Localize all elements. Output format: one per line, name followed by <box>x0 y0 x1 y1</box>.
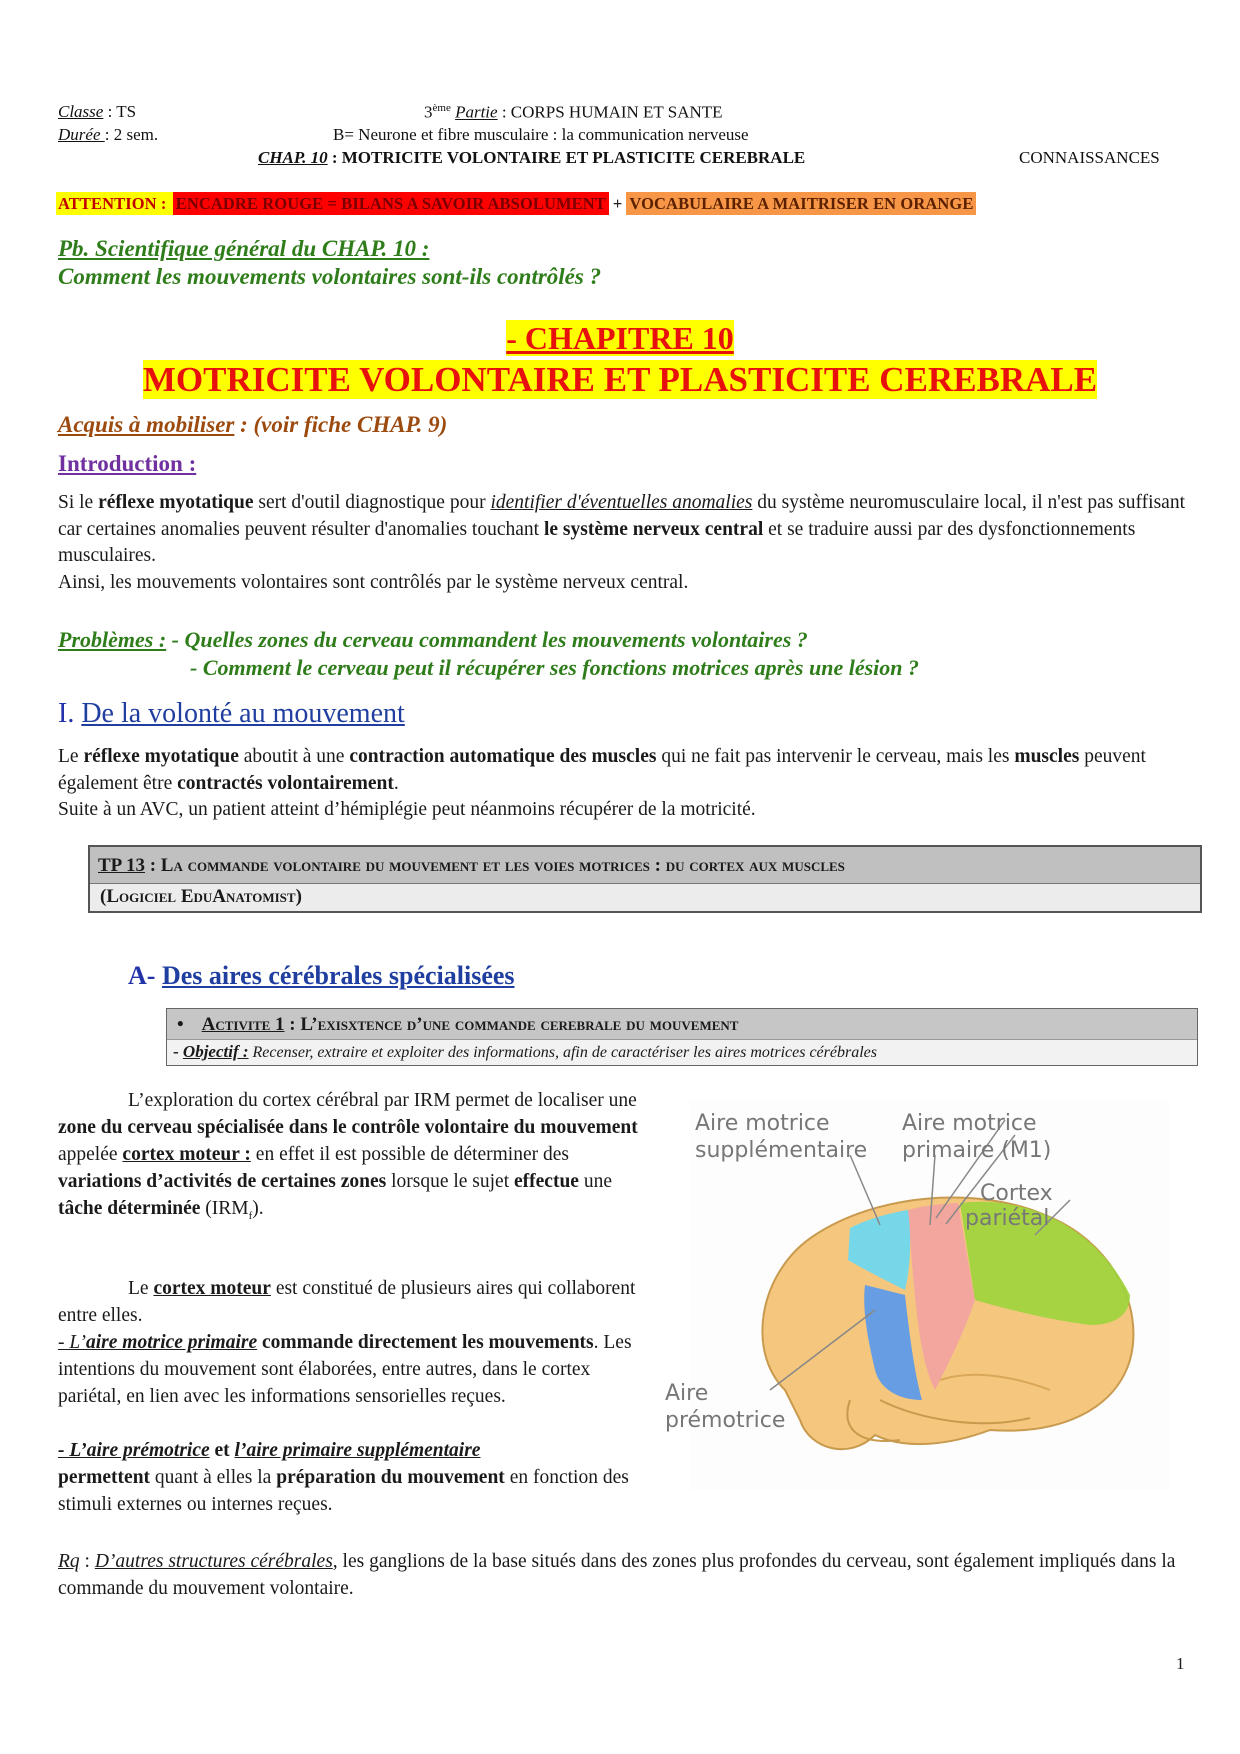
label-premotor-2: prémotrice <box>665 1408 786 1433</box>
label-premotor-1: Aire <box>665 1381 709 1406</box>
problemes-label: Problèmes : <box>58 627 167 652</box>
chapter-line2: MOTRICITE VOLONTAIRE ET PLASTICITE CEREBRALE <box>142 360 1098 399</box>
tp-title: : La commande volontaire du mouvement et les voies motrices : du cortex aux muscles <box>144 855 845 876</box>
rq-label: Rq <box>58 1551 80 1572</box>
tp-logiciel: (Logiciel EduAnatomist) <box>100 886 302 907</box>
tp-title-row <box>90 847 1200 884</box>
header-classe <box>58 102 136 122</box>
section-a-title: Des aires cérébrales spécialisées <box>161 961 515 990</box>
pb-title: Pb. Scientifique général du CHAP. 10 : <box>58 236 430 261</box>
tp-logiciel-row <box>90 884 1200 911</box>
duree-label: Durée <box>58 125 105 144</box>
label-parietal-1: Cortex <box>980 1181 1053 1206</box>
chapter-line1: - CHAPITRE 10 <box>506 320 734 356</box>
activite-objectif-row: - Objectif : Recenser, extraire et exploiter des informations, afin de caractériser les aires motrices cérébrales <box>167 1039 1197 1065</box>
chap-ref: CHAP. 10 <box>258 148 328 167</box>
chap-title: : MOTRICITE VOLONTAIRE ET PLASTICITE CEREBRALE <box>327 148 806 167</box>
header-subtitle: B= Neurone et fibre musculaire : la communication nerveuse <box>333 125 749 144</box>
attention-banner <box>56 194 976 214</box>
intro-paragraph: Si le réflexe myotatique sert d'outil diagnostique pour identifier d'éventuelles anomalies du système neuromusculaire local, il n'est pas suffisant car certaines anomalies peuvent résulter d'anomalies touchant le système nerveux central et se traduire aussi par des dysfonctionnements musculaires. <box>58 492 1185 566</box>
problemes-q2: - Comment le cerveau peut il récupérer ses fonctions motrices après une lésion ? <box>190 655 920 680</box>
activite-title: : L’exisxtence d’une commande cerebrale du mouvement <box>284 1014 739 1035</box>
tp-box <box>88 845 1202 913</box>
attention-label: ATTENTION : <box>58 194 171 213</box>
activite-title-row <box>167 1009 1197 1039</box>
attention-plus: + <box>612 194 623 213</box>
duree-value: : 2 sem. <box>104 125 159 144</box>
page-number: 1 <box>1176 1654 1185 1673</box>
partie-num: 3 <box>424 102 433 122</box>
label-sma-2: supplémentaire <box>695 1138 868 1163</box>
section-1-paragraph-2: Suite à un AVC, un patient atteint d’hémiplégie peut néanmoins récupérer de la motricité. <box>58 799 756 820</box>
classe-value: : TS <box>103 102 137 121</box>
section-1-heading <box>58 698 405 730</box>
rq-paragraph: Rq : D’autres structures cérébrales, les ganglions de la base situés dans des zones plus profondes du cerveau, sont également impliqués dans la commande du mouvement volontaire. <box>58 1551 1176 1599</box>
tp-label: TP 13 <box>98 855 145 876</box>
acquis-label: Acquis à mobiliser <box>58 412 235 437</box>
body-paragraph-4: - L’aire prémotrice et l’aire primaire supplémentaire permettent quant à elles la préparation du mouvement en fonction des stimuli externes ou internes reçues. <box>58 1440 629 1515</box>
section-a-num: A- <box>128 961 162 990</box>
partie-label: Partie <box>455 102 498 122</box>
pb-question: Comment les mouvements volontaires sont-ils contrôlés ? <box>58 264 602 289</box>
partie-value: : CORPS HUMAIN ET SANTE <box>497 102 723 122</box>
classe-label: Classe <box>58 102 104 121</box>
section-1-title: De la volonté au mouvement <box>81 698 405 729</box>
intro-paragraph-2: Ainsi, les mouvements volontaires sont contrôlés par le système nerveux central. <box>58 572 689 593</box>
attention-orange: VOCABULAIRE A MAITRISER EN ORANGE <box>626 192 976 215</box>
label-parietal-2: pariétal <box>965 1206 1050 1231</box>
body-paragraph-1: L’exploration du cortex cérébral par IRM permet de localiser une zone du cerveau spécialisée dans le contrôle volontaire du mouvement appelée cortex moteur : en effet il est possible de déterminer des variations d’activités de certaines zones lorsque le sujet effectue une tâche déterminée $(IRM_f)$. <box>58 1090 638 1222</box>
partie-sup: ème <box>432 102 451 114</box>
label-m1-1: Aire motrice <box>902 1111 1037 1136</box>
label-sma-1: Aire motrice <box>695 1111 830 1136</box>
attention-red: ENCADRE ROUGE = BILANS A SAVOIR ABSOLUMENT <box>173 192 609 215</box>
body-paragraph-2: Le cortex moteur est constitué de plusieurs aires qui collaborent entre elles. <box>58 1278 636 1326</box>
intro-title: Introduction : <box>58 451 197 476</box>
bullet-icon: • <box>177 1014 184 1035</box>
header-partie <box>424 102 723 123</box>
header-duree <box>58 125 158 145</box>
section-1-paragraph: Le réflexe myotatique aboutit à une contraction automatique des muscles qui ne fait pas intervenir le cerveau, mais les muscles peuvent également être contractés volontairement. <box>58 746 1146 794</box>
objectif-label: Objectif : <box>182 1042 249 1061</box>
acquis <box>58 412 447 438</box>
section-1-num: I. <box>58 698 82 729</box>
activite-box <box>166 1008 1198 1066</box>
header-connaissances: CONNAISSANCES <box>1019 148 1160 167</box>
body-paragraph-3: - L’aire motrice primaire commande directement les mouvements. Les intentions du mouvement sont élaborées, entre autres, dans le cortex pariétal, en lien avec les informations sensorielles reçues. <box>58 1332 632 1407</box>
brain-figure <box>665 1100 1170 1490</box>
objectif-text: Recenser, extraire et exploiter des informations, afin de caractériser les aires motrices cérébrales <box>248 1044 877 1061</box>
header-chap <box>258 148 805 168</box>
acquis-text: : (voir fiche CHAP. 9) <box>234 412 448 437</box>
problemes-q1: Problèmes : - Quelles zones du cerveau commandent les mouvements volontaires ? <box>58 627 808 652</box>
activite-label: Activite 1 <box>201 1014 285 1035</box>
section-a-heading <box>128 961 515 991</box>
label-m1-2: primaire (M1) <box>902 1138 1052 1163</box>
